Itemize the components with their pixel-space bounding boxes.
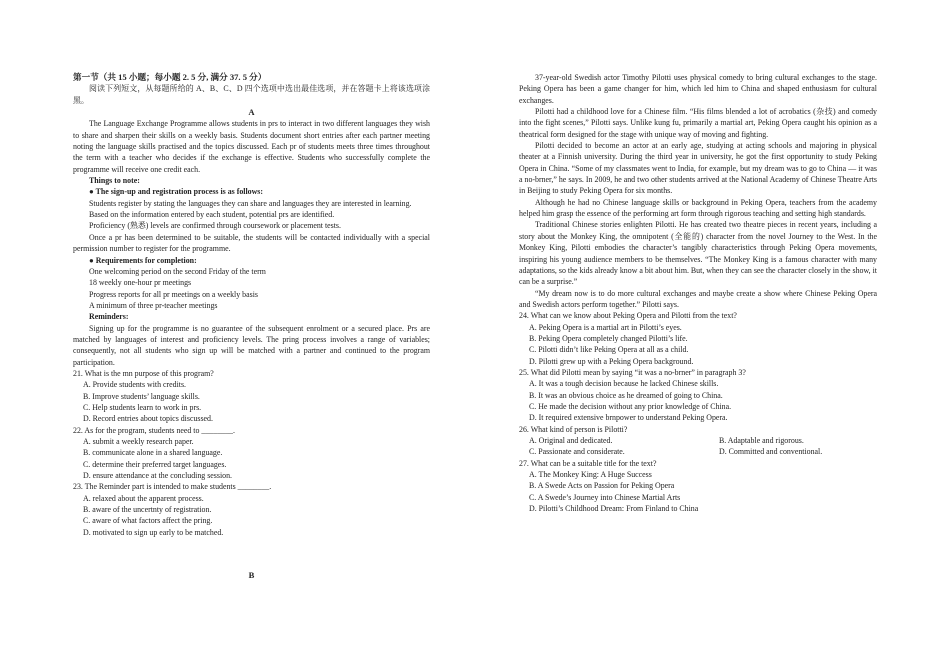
question-26 <box>519 424 877 458</box>
question-stem: 27. What can be a suitable title for the text? <box>519 458 657 468</box>
passage-b-paragraph: “My dream now is to do more cultural exchanges and maybe create a show where Chinese Peking Opera and Swedish actors perform together.” Pilotti says. <box>519 288 877 309</box>
answer-option[interactable]: A. Peking Opera is a martial art in Pilotti’s eyes. <box>529 322 682 332</box>
passage-b-paragraph: 37-year-old Swedish actor Timothy Pilotti uses physical comedy to bring cultural exchanges to the stage. Peking Opera has been a game changer for him, which led him to China and shaped enthusiasm for cultural exchanges. <box>519 73 877 105</box>
question-stem: 26. What kind of person is Pilotti? <box>519 424 628 434</box>
right-column <box>519 72 877 514</box>
answer-option[interactable]: D. ensure attendance at the concluding session. <box>83 471 232 481</box>
question-stem: 21. What is the mn purpose of this program? <box>73 368 214 378</box>
left-column <box>73 72 430 538</box>
answer-option[interactable]: D. motivated to sign up early to be matched. <box>83 527 224 537</box>
question-stem: 22. As for the program, students need to ________. <box>73 425 235 435</box>
passage-b-paragraph: Pilotti decided to become an actor at an early age, studying at acting schools and majoring in physical theater at a Finnish university. During the third year in university, he got the first opportunity to study Peking Opera in China. “Some of my classmates went to India, for example, but my dream was to go to China — it was a no-brner,” he says. In 2009, he and two other students arrived at the National Academy of Chinese Theatre Arts in Beijing to study Peking Opera for six months. <box>519 141 877 196</box>
signup-line: Proficiency (熟悉) levels are confirmed through coursework or placement tests. <box>89 221 341 231</box>
question-27 <box>519 458 877 515</box>
requirement-item: A minimum of three pr-teacher meetings <box>89 300 218 310</box>
passage-b-paragraph: Although he had no Chinese language skills or background in Peking Opera, teachers from the academy helped him grasp the essence of the performing art form through rigorous teaching and setting high standards. <box>519 197 877 219</box>
answer-option[interactable]: C. He made the decision without any prior knowledge of China. <box>529 401 732 411</box>
question-stem: 24. What can we know about Peking Opera and Pilotti from the text? <box>519 311 737 321</box>
question-25 <box>519 367 877 424</box>
question-stem: 25. What did Pilotti mean by saying “it was a no-brner” in paragraph 3? <box>519 367 746 377</box>
question-21 <box>73 368 430 425</box>
passage-b-heading: B <box>248 570 255 580</box>
answer-option[interactable]: C. aware of what factors affect the pring. <box>83 516 213 526</box>
instructions: 阅读下列短文，从每题所给的 A、B、C、D 四个选项中选出最佳选项，并在答题卡上将该选项涂黑。 <box>73 84 430 105</box>
answer-option-row <box>519 435 877 446</box>
answer-option[interactable]: D. Pilotti’s Childhood Dream: From Finland to China <box>529 504 699 514</box>
answer-option[interactable]: B. Peking Opera completely changed Pilotti’s life. <box>529 333 688 343</box>
answer-option[interactable]: B. A Swede Acts on Passion for Peking Opera <box>529 481 675 491</box>
answer-option[interactable]: C. determine their preferred target languages. <box>83 459 227 469</box>
signup-line: Once a pr has been determined to be suitable, the students will be contacted individually with a special permission number to register for the programme. <box>73 232 430 254</box>
answer-option[interactable]: B. Improve students’ language skills. <box>83 391 200 401</box>
answer-option[interactable]: D. Committed and conventional. <box>719 447 823 457</box>
answer-option[interactable]: A. It was a tough decision because he lacked Chinese skills. <box>529 379 719 389</box>
signup-heading: ● The sign-up and registration process is as follows: <box>89 187 263 197</box>
answer-option[interactable]: B. It was an obvious choice as he dreamed of going to China. <box>529 390 723 400</box>
section-title: 第一节（共 15 小题；每小题 2. 5 分, 满分 37. 5 分） <box>73 72 267 82</box>
requirements-heading: ● Requirements for completion: <box>89 255 197 265</box>
passage-b-paragraph: Pilotti had a childhood love for a Chinese film. “His films blended a lot of acrobatics (杂技) and comedy into the fight scenes,” Pilotti says. Unlike kung fu, primarily a martial art, Peking Opera caught his opinion as a theatrical form designed for the stage with unique way of moving and fighting. <box>519 107 877 139</box>
answer-option[interactable]: D. It required extensive brnpower to understand Peking Opera. <box>529 413 728 423</box>
answer-option[interactable]: A. Original and dedicated. <box>529 436 613 445</box>
passage-a-intro: The Language Exchange Programme allows students in prs to interact in two different languages they wish to share and sharpen their skills on a weekly basis. Students document short entries after each partner meeting noting the language skills practised and the topics discussed. Each pr of students meets three times throughout the term with a teacher who decides if the exchange is effective. Students who successfully complete the programme will receive one credit each. <box>73 119 430 174</box>
answer-option[interactable]: D. Pilotti grew up with a Peking Opera background. <box>529 356 694 366</box>
passage-a-heading: A <box>248 107 255 118</box>
answer-option[interactable]: A. The Monkey King: A Huge Success <box>529 470 652 480</box>
reminders-text: Signing up for the programme is no guarantee of the subsequent enrolment or a secured place. Prs are matched by languages of interest and proficiency levels. The pring process involves a range of variables; consequently, not all students who sign up will be matched with a partner and continued to the program participation. <box>73 323 430 367</box>
answer-option-row <box>519 446 877 457</box>
answer-option[interactable]: A. Provide students with credits. <box>83 380 187 390</box>
answer-option[interactable]: B. Adaptable and rigorous. <box>719 436 804 445</box>
answer-option[interactable]: B. aware of the uncertnty of registration. <box>83 505 212 515</box>
reminders-heading: Reminders: <box>89 312 129 322</box>
answer-option[interactable]: C. A Swede’s Journey into Chinese Martial Arts <box>529 492 681 502</box>
requirement-item: One welcoming period on the second Friday of the term <box>89 266 266 276</box>
question-24 <box>519 310 877 367</box>
requirement-item: 18 weekly one-hour pr meetings <box>89 278 192 288</box>
things-to-note-heading: Things to note: <box>89 176 140 186</box>
signup-line: Based on the information entered by each student, potential prs are identified. <box>89 210 335 220</box>
signup-line: Students register by stating the languages they can share and languages they are interested in learning. <box>89 198 412 208</box>
answer-option[interactable]: A. relaxed about the apparent process. <box>83 493 204 503</box>
question-stem: 23. The Reminder part is intended to make students ________. <box>73 482 272 492</box>
passage-b-paragraph: Traditional Chinese stories enlighten Pilotti. He has created two theatre pieces in recent years, including a story about the Monkey King, the omnipotent (全能的) character from the novel Journey to the West. In the Monkey King, Pilotti embodies the character’s tangibly characteristics through Peking Opera movements, inspiring his young audience members to be themselves. “The Monkey King is a famous character with many adaptations, so the kids already know a bit about him. But, when they can see the character closely in the show, it can be a surprise.” <box>519 220 877 287</box>
answer-option[interactable]: B. communicate alone in a shared language. <box>83 448 223 458</box>
answer-option[interactable]: C. Help students learn to work in prs. <box>83 402 202 412</box>
answer-option[interactable]: D. Record entries about topics discussed. <box>83 414 213 424</box>
question-23 <box>73 481 430 538</box>
answer-option[interactable]: C. Passionate and considerate. <box>529 447 625 457</box>
answer-option[interactable]: A. submit a weekly research paper. <box>83 437 194 446</box>
answer-option[interactable]: C. Pilotti didn’t like Peking Opera at all as a child. <box>529 345 689 355</box>
question-22 <box>73 425 430 482</box>
requirement-item: Progress reports for all pr meetings on a weekly basis <box>89 289 258 299</box>
